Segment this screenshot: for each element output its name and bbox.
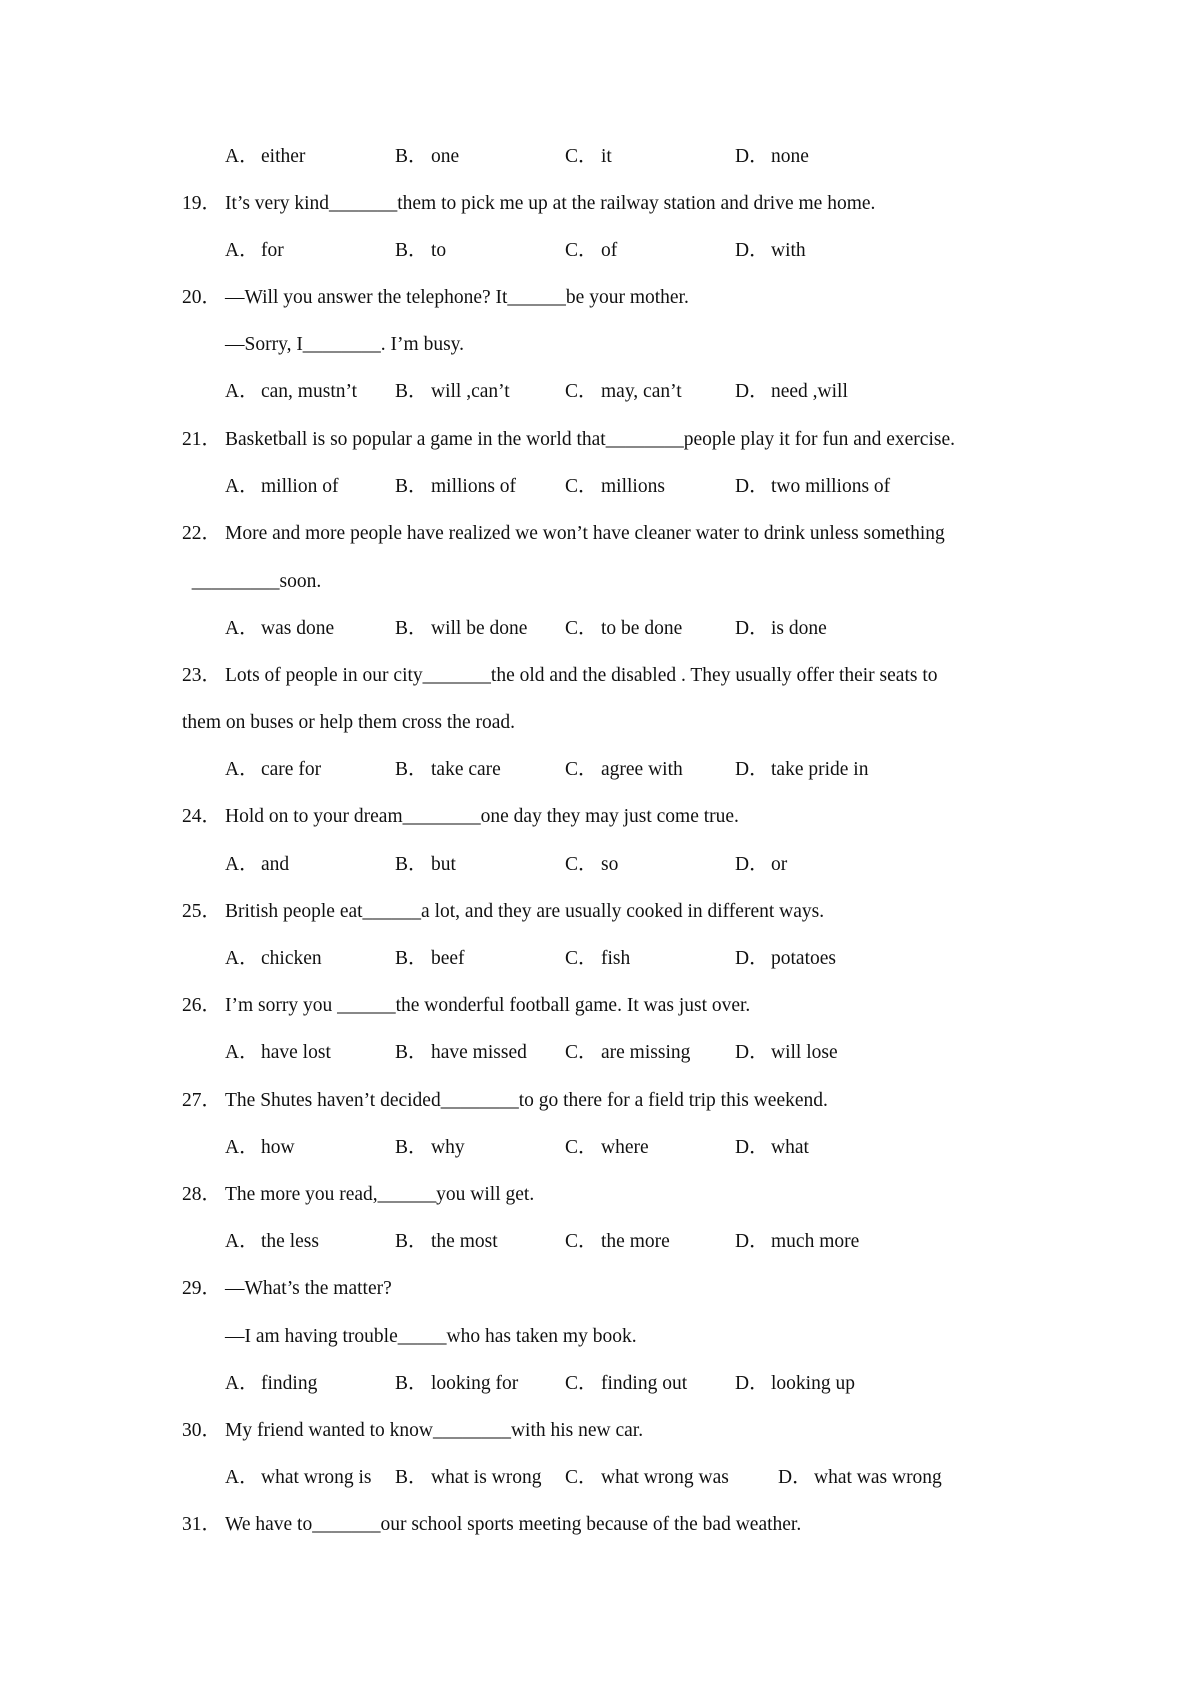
option-text: chicken xyxy=(261,948,322,969)
option-text: for xyxy=(261,240,284,261)
option-d xyxy=(735,617,827,641)
option-letter: A． xyxy=(225,381,259,402)
option-text: finding out xyxy=(601,1373,688,1394)
option-b xyxy=(395,947,465,971)
option-text: why xyxy=(431,1137,465,1158)
option-letter: C． xyxy=(565,759,598,780)
option-text: what is wrong xyxy=(431,1467,542,1488)
option-letter: A． xyxy=(225,476,259,497)
option-d xyxy=(735,1230,859,1254)
option-text: was done xyxy=(261,618,335,639)
option-a xyxy=(225,239,284,263)
option-b xyxy=(395,145,459,169)
option-c xyxy=(565,380,682,404)
question-text: British people eat______a lot, and they are usually cooked in different ways. xyxy=(225,901,825,922)
option-text: finding xyxy=(261,1373,318,1394)
option-letter: C． xyxy=(565,476,598,497)
option-text: millions of xyxy=(431,476,517,497)
option-letter: B． xyxy=(395,146,428,167)
option-letter: C． xyxy=(565,1373,598,1394)
option-a xyxy=(225,758,321,782)
question-number: 24． xyxy=(182,806,222,827)
question-text: More and more people have realized we won’t have cleaner water to drink unless something xyxy=(225,523,945,544)
question-text: My friend wanted to know________with his new car. xyxy=(225,1420,644,1441)
option-text: the most xyxy=(431,1231,498,1252)
option-text: what wrong was xyxy=(601,1467,729,1488)
option-letter: B． xyxy=(395,1467,428,1488)
option-a xyxy=(225,617,334,641)
option-d xyxy=(735,145,809,169)
option-d xyxy=(735,475,890,499)
option-text: where xyxy=(601,1137,649,1158)
option-text: will ,can’t xyxy=(431,381,510,402)
option-text: have missed xyxy=(431,1042,527,1063)
option-letter: B． xyxy=(395,476,428,497)
question-number: 29． xyxy=(182,1278,222,1299)
option-letter: D． xyxy=(778,1467,812,1488)
option-text: with xyxy=(771,240,806,261)
option-c xyxy=(565,239,617,263)
question-number: 30． xyxy=(182,1420,222,1441)
option-text: million of xyxy=(261,476,339,497)
option-a xyxy=(225,1230,319,1254)
option-letter: C． xyxy=(565,146,598,167)
option-text: need ,will xyxy=(771,381,848,402)
option-letter: A． xyxy=(225,618,259,639)
option-letter: B． xyxy=(395,854,428,875)
option-letter: C． xyxy=(565,1042,598,1063)
option-text: can, mustn’t xyxy=(261,381,358,402)
option-text: looking up xyxy=(771,1373,855,1394)
question-number: 20． xyxy=(182,287,222,308)
option-letter: B． xyxy=(395,1373,428,1394)
option-d xyxy=(735,239,806,263)
question-text: _________soon. xyxy=(182,571,322,592)
option-c xyxy=(565,1466,729,1490)
option-text: looking for xyxy=(431,1373,519,1394)
option-letter: D． xyxy=(735,146,769,167)
option-a xyxy=(225,1136,295,1160)
option-text: much more xyxy=(771,1231,860,1252)
question-number: 31． xyxy=(182,1514,222,1535)
option-letter: A． xyxy=(225,240,259,261)
option-c xyxy=(565,1136,649,1160)
question-number: 28． xyxy=(182,1184,222,1205)
question-text: I’m sorry you ______the wonderful football game. It was just over. xyxy=(225,995,751,1016)
question-number: 23． xyxy=(182,665,222,686)
option-a xyxy=(225,1041,331,1065)
option-text: what was wrong xyxy=(814,1467,942,1488)
option-b xyxy=(395,1041,527,1065)
option-letter: B． xyxy=(395,1042,428,1063)
question-text: Hold on to your dream________one day they may just come true. xyxy=(225,806,739,827)
option-letter: D． xyxy=(735,1231,769,1252)
option-b xyxy=(395,617,527,641)
option-text: millions xyxy=(601,476,665,497)
option-text: of xyxy=(601,240,618,261)
option-text: beef xyxy=(431,948,465,969)
option-a xyxy=(225,947,322,971)
question-text: —Sorry, I________. I’m busy. xyxy=(225,334,465,355)
option-b xyxy=(395,475,516,499)
option-text: agree with xyxy=(601,759,683,780)
option-d xyxy=(735,947,836,971)
option-a xyxy=(225,145,305,169)
question-text: —I am having trouble_____who has taken my book. xyxy=(225,1326,637,1347)
option-text: one xyxy=(431,146,460,167)
option-letter: C． xyxy=(565,618,598,639)
question-text: The Shutes haven’t decided________to go there for a field trip this weekend. xyxy=(225,1090,828,1111)
question-text: The more you read,______you will get. xyxy=(225,1184,535,1205)
option-text: may, can’t xyxy=(601,381,682,402)
option-text: and xyxy=(261,854,290,875)
option-text: two millions of xyxy=(771,476,891,497)
option-b xyxy=(395,1466,542,1490)
option-a xyxy=(225,1466,372,1490)
option-a xyxy=(225,1372,317,1396)
option-letter: C． xyxy=(565,1467,598,1488)
option-c xyxy=(565,145,612,169)
option-letter: D． xyxy=(735,1137,769,1158)
option-letter: A． xyxy=(225,1373,259,1394)
option-text: will be done xyxy=(431,618,528,639)
option-d xyxy=(735,758,868,782)
option-letter: D． xyxy=(735,759,769,780)
option-letter: A． xyxy=(225,1042,259,1063)
question-number: 27． xyxy=(182,1090,222,1111)
option-text: take care xyxy=(431,759,501,780)
option-b xyxy=(395,1372,518,1396)
question-number: 25． xyxy=(182,901,222,922)
option-letter: D． xyxy=(735,476,769,497)
option-text: either xyxy=(261,146,306,167)
option-text: so xyxy=(601,854,619,875)
option-d xyxy=(735,380,848,404)
question-number: 26． xyxy=(182,995,222,1016)
option-text: will lose xyxy=(771,1042,838,1063)
option-c xyxy=(565,1041,690,1065)
option-a xyxy=(225,475,338,499)
question-text: Lots of people in our city_______the old and the disabled . They usually offer their seats to xyxy=(225,665,938,686)
option-letter: B． xyxy=(395,1231,428,1252)
question-text: —Will you answer the telephone? It______be your mother. xyxy=(225,287,689,308)
option-letter: D． xyxy=(735,854,769,875)
option-c xyxy=(565,1372,687,1396)
option-text: is done xyxy=(771,618,827,639)
option-letter: A． xyxy=(225,1137,259,1158)
option-a xyxy=(225,853,289,877)
option-letter: C． xyxy=(565,381,598,402)
option-b xyxy=(395,380,510,404)
option-letter: A． xyxy=(225,146,259,167)
question-text: —What’s the matter? xyxy=(225,1278,392,1299)
option-letter: B． xyxy=(395,759,428,780)
option-letter: B． xyxy=(395,240,428,261)
option-text: the more xyxy=(601,1231,670,1252)
option-letter: A． xyxy=(225,948,259,969)
option-c xyxy=(565,947,630,971)
option-c xyxy=(565,475,665,499)
option-d xyxy=(735,853,787,877)
option-text: but xyxy=(431,854,456,875)
question-text: Basketball is so popular a game in the world that________people play it for fun and exercise. xyxy=(225,429,955,450)
option-b xyxy=(395,239,446,263)
option-letter: D． xyxy=(735,1042,769,1063)
question-number: 22． xyxy=(182,523,222,544)
option-d xyxy=(735,1136,809,1160)
option-letter: C． xyxy=(565,1137,598,1158)
option-letter: C． xyxy=(565,240,598,261)
option-letter: A． xyxy=(225,1231,259,1252)
option-text: to xyxy=(431,240,447,261)
option-text: the less xyxy=(261,1231,319,1252)
option-d xyxy=(778,1466,942,1490)
option-c xyxy=(565,617,682,641)
option-letter: D． xyxy=(735,381,769,402)
option-b xyxy=(395,758,501,782)
option-letter: D． xyxy=(735,1373,769,1394)
option-letter: A． xyxy=(225,854,259,875)
option-letter: B． xyxy=(395,1137,428,1158)
option-text: to be done xyxy=(601,618,683,639)
option-text: care for xyxy=(261,759,322,780)
option-d xyxy=(735,1041,838,1065)
question-text: them on buses or help them cross the road. xyxy=(182,712,516,733)
option-letter: B． xyxy=(395,381,428,402)
option-d xyxy=(735,1372,855,1396)
option-b xyxy=(395,1136,465,1160)
option-text: fish xyxy=(601,948,631,969)
question-number: 21． xyxy=(182,429,222,450)
option-c xyxy=(565,758,683,782)
option-text: it xyxy=(601,146,612,167)
option-text: take pride in xyxy=(771,759,869,780)
option-b xyxy=(395,853,456,877)
option-letter: C． xyxy=(565,948,598,969)
option-letter: D． xyxy=(735,240,769,261)
option-letter: A． xyxy=(225,759,259,780)
question-number: 19． xyxy=(182,193,222,214)
option-letter: A． xyxy=(225,1467,259,1488)
option-text: are missing xyxy=(601,1042,691,1063)
option-letter: D． xyxy=(735,948,769,969)
question-text: We have to_______our school sports meeting because of the bad weather. xyxy=(225,1514,802,1535)
option-text: none xyxy=(771,146,809,167)
option-c xyxy=(565,1230,670,1254)
question-text: It’s very kind_______them to pick me up at the railway station and drive me home. xyxy=(225,193,876,214)
option-text: have lost xyxy=(261,1042,331,1063)
option-text: or xyxy=(771,854,788,875)
option-text: how xyxy=(261,1137,295,1158)
option-text: potatoes xyxy=(771,948,836,969)
option-letter: C． xyxy=(565,854,598,875)
option-text: what wrong is xyxy=(261,1467,372,1488)
option-c xyxy=(565,853,618,877)
option-letter: D． xyxy=(735,618,769,639)
option-b xyxy=(395,1230,498,1254)
option-a xyxy=(225,380,357,404)
option-letter: B． xyxy=(395,618,428,639)
option-letter: C． xyxy=(565,1231,598,1252)
option-text: what xyxy=(771,1137,809,1158)
option-letter: B． xyxy=(395,948,428,969)
